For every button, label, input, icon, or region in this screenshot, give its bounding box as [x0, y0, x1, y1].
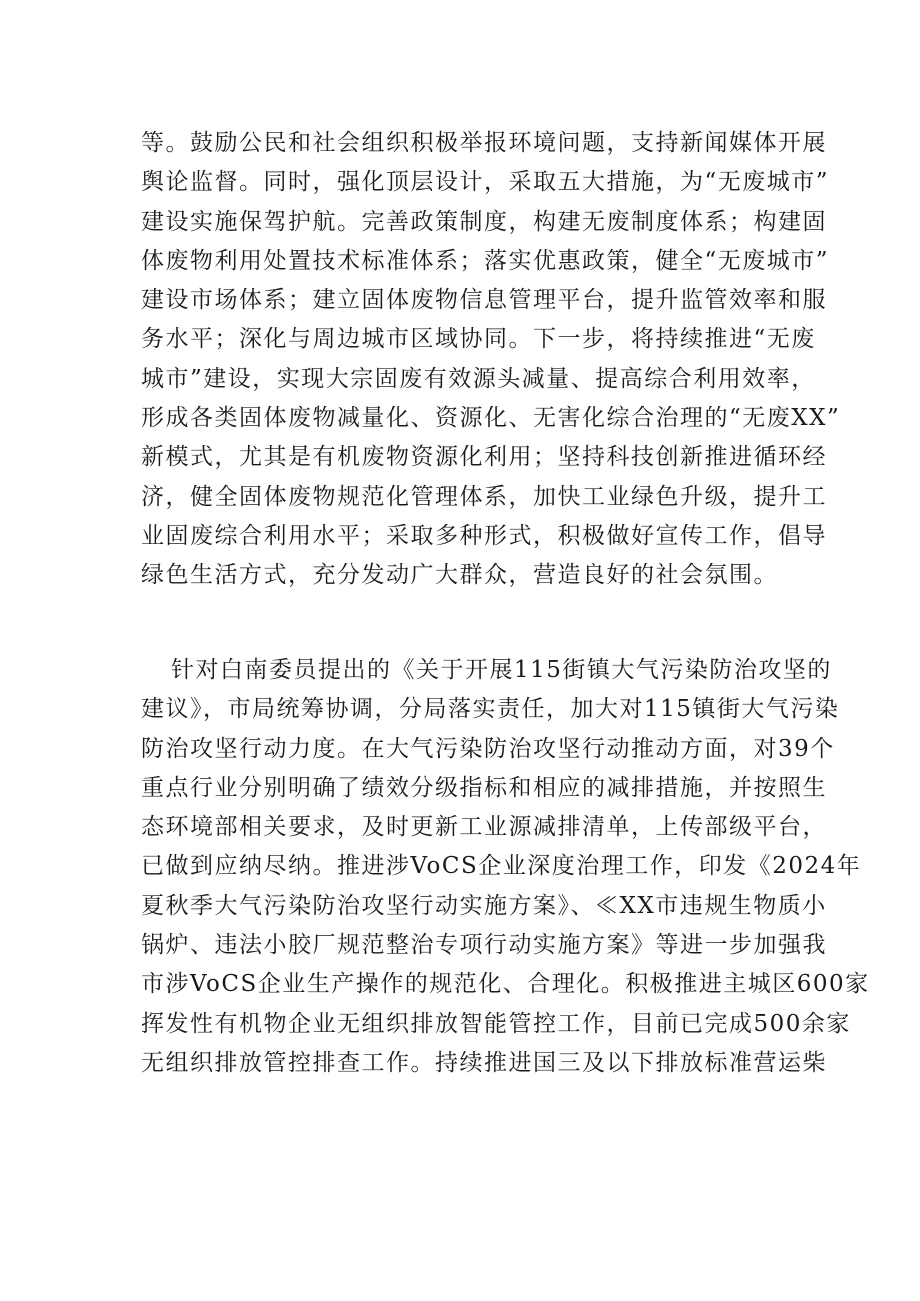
paragraph-2 [141, 651, 870, 1083]
paragraph-line: 防治攻坚行动力度。在大气污染防治攻坚行动推动方面，对39个 [141, 735, 835, 762]
paragraph-line: 形成各类固体废物减量化、资源化、无害化综合治理的“无废XX” [141, 405, 841, 432]
paragraph-line: 等。鼓励公民和社会组织积极举报环境问题，支持新闻媒体开展 [141, 130, 827, 156]
paragraph-line: 舆论监督。同时，强化顶层设计，采取五大措施，为“无废城市” [141, 169, 830, 196]
paragraph-line: 务水平；深化与周边城市区域协同。下一步，将持续推进“无废 [141, 326, 816, 353]
paragraph-line: 城市”建设，实现大宗固废有效源头减量、提高综合利用效率， [141, 365, 816, 392]
paragraph-line: 业固废综合利用水平；采取多种形式，积极做好宣传工作，倡导 [141, 522, 827, 549]
paragraph-line: 无组织排放管控排查工作。持续推进国三及以下排放标准营运柴 [141, 1049, 827, 1076]
paragraph-line: 已做到应纳尽纳。推进涉VoCS企业深度治理工作，印发《2024年 [141, 853, 862, 880]
paragraph-line: 建设市场体系；建立固体废物信息管理平台，提升监管效率和服 [141, 287, 827, 314]
paragraph-line: 挥发性有机物企业无组织排放智能管控工作，目前已完成500余家 [141, 1010, 851, 1037]
paragraph-line: 体废物利用处置技术标准体系；落实优惠政策，健全“无废城市” [141, 247, 830, 274]
paragraph-line: 建设实施保驾护航。完善政策制度，构建无废制度体系；构建固 [141, 208, 827, 235]
paragraph-1 [141, 124, 841, 596]
paragraph-line: 锅炉、违法小胶厂规范整治专项行动实施方案》等进一步加强我 [141, 932, 827, 959]
paragraph-line: 态环境部相关要求，及时更新工业源减排清单，上传部级平台， [141, 814, 827, 841]
paragraph-line: 济，健全固体废物规范化管理体系，加快工业绿色升级，提升工 [141, 483, 827, 510]
paragraph-line: 重点行业分别明确了绩效分级指标和相应的减排措施，并按照生 [141, 774, 827, 801]
paragraph-line: 夏秋季大气污染防治攻坚行动实施方案》、≪XX市违规生物质小 [141, 892, 827, 919]
paragraph-line: 建议》，市局统筹协调，分局落实责任，加大对115镇街大气污染 [141, 696, 840, 723]
paragraph-line: 新模式，尤其是有机废物资源化利用；坚持科技创新推进循环经 [141, 444, 827, 471]
paragraph-line: 绿色生活方式，充分发动广大群众，营造良好的社会氛围。 [141, 562, 778, 589]
paragraph-first-line: 针对白南委员提出的《关于开展115街镇大气污染防治攻坚的 [171, 657, 832, 683]
paragraph-line: 市涉VoCS企业生产操作的规范化、合理化。积极推进主城区600家 [141, 971, 870, 998]
